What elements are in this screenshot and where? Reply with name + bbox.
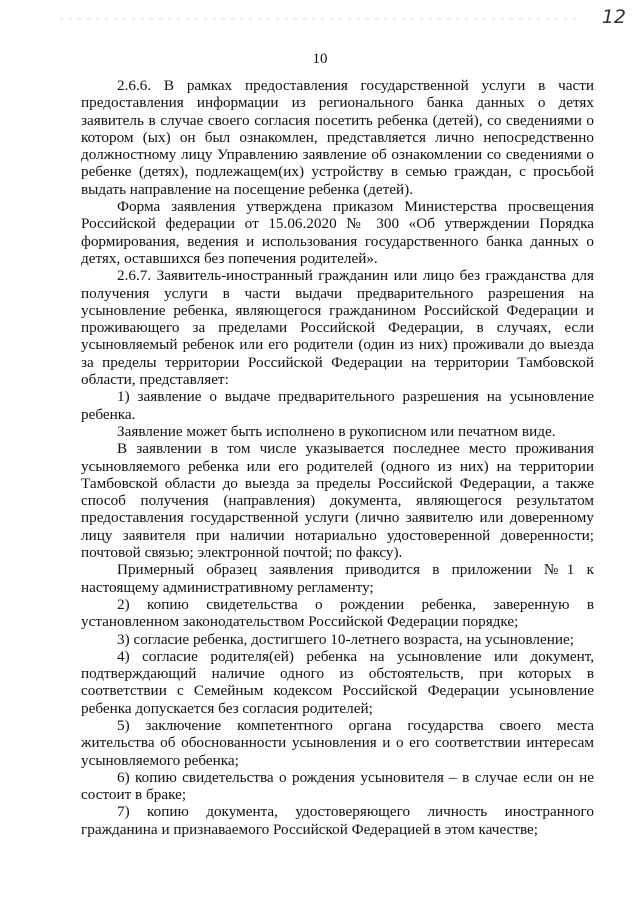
paragraph-application-form: Заявление может быть исполнено в рукописном или печатном виде.: [117, 422, 556, 440]
page-number: 10: [312, 51, 328, 67]
paragraph-form-approval: Форма заявления утверждена приказом Министерства просвещения Российской федерации от 15.06.2020 № 300 «Об утверждении Порядка формирования, ведения и использования государственного банка данных о детях, оставшихся без попечения родителей».: [81, 198, 594, 267]
handwritten-page-mark: 12: [601, 6, 626, 28]
document-body: [81, 77, 594, 838]
paragraph-sample-form: Примерный образец заявления приводится в приложении №1 к настоящему административному регламенту;: [81, 561, 594, 596]
list-item-5: 5) заключение компетентного органа государства своего места жительства об обоснованности усыновления и о его соответствии интересам усыновляемого ребенка;: [81, 716, 594, 769]
list-item-3: 3) согласие ребенка, достигшего 10-летнего возраста, на усыновление;: [117, 630, 574, 648]
list-item-1: 1) заявление о выдаче предварительного разрешения на усыновление ребенка.: [81, 388, 594, 423]
paragraph-2-6-6: 2.6.6. В рамках предоставления государственной услуги в части предоставления информации из регионального банка данных о детях заявитель в случае своего согласия посетить ребенка (детей), со сведениями о котором (ых) он был ознакомлен, представляется лично непосредственно должностному лицу Управлению заявление об ознакомлении со сведениями о ребенке (детях), подлежащем(их) устройству в семью граждан, с просьбой выдать направление на посещение ребенка (детей).: [81, 77, 594, 198]
list-item-2: 2) копию свидетельства о рождении ребенка, заверенную в установленном законодательством Российской Федерации порядке;: [81, 595, 594, 631]
paragraph-2-6-7: 2.6.7. Заявитель-иностранный гражданин или лицо без гражданства для получения услуги в части выдачи предварительного разрешения на усыновление ребенка, являющегося гражданином Российской Федерации и проживающего за пределами Российской Федерации, в случаях, если усыновляемый ребенок или его родители (один из них) проживали до выезда за пределы территории Российской Федерации на территории Тамбовской области, представляет:: [81, 267, 594, 389]
scan-artifact: [60, 18, 580, 20]
list-item-4: 4) согласие родителя(ей) ребенка на усыновление или документ, подтверждающий наличие одного из обстоятельств, при которых в соответствии с Семейным кодексом Российской Федерации усыновление ребенка допускается без согласия родителей;: [81, 647, 594, 717]
list-item-6: 6) копию свидетельства о рождения усыновителя – в случае если он не состоит в браке;: [81, 768, 594, 804]
list-item-7: 7) копию документа, удостоверяющего личность иностранного гражданина и признаваемого Российской Федерацией в этом качестве;: [81, 803, 594, 838]
paragraph-application-contents: В заявлении в том числе указывается последнее место проживания усыновляемого ребенка или его родителей (одного из них) на территории Тамбовской области до выезда за пределы Российской Федерации, а также способ получения (направления) документа, являющегося результатом предоставления государственной услуги (лично заявителю или доверенному лицу заявителя при наличии нотариально удостоверенной доверенности; почтовой связью; электронной почтой; по факсу).: [81, 440, 594, 562]
